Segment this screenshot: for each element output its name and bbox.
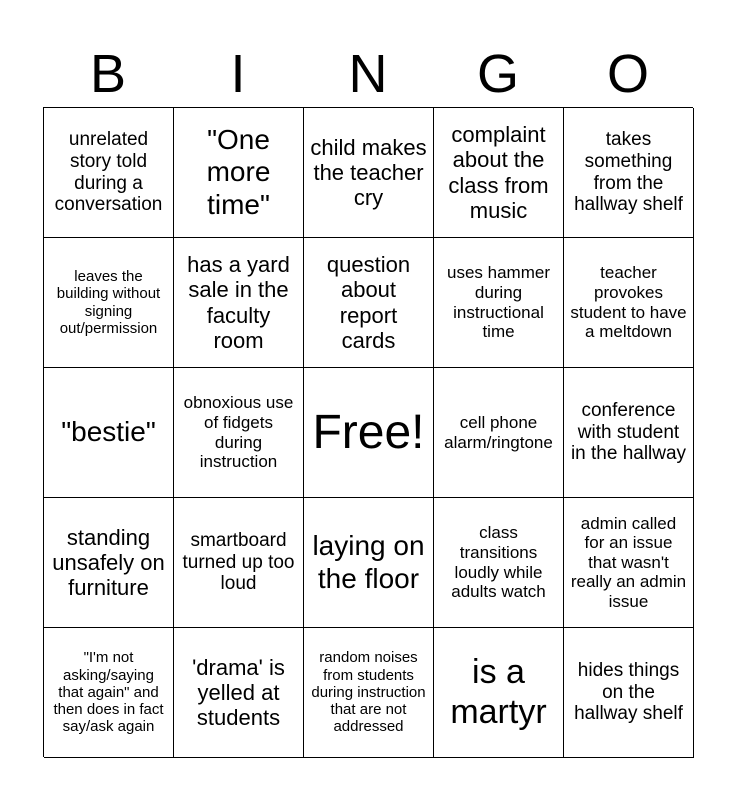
bingo-cell[interactable]: hides things on the hallway shelf [564, 628, 694, 758]
bingo-cell[interactable]: complaint about the class from music [434, 108, 564, 238]
bingo-cell[interactable]: is a martyr [434, 628, 564, 758]
bingo-cell[interactable]: unrelated story told during a conversation [44, 108, 174, 238]
bingo-cell[interactable]: 'drama' is yelled at students [174, 628, 304, 758]
bingo-cell[interactable]: smartboard turned up too loud [174, 498, 304, 628]
bingo-cell[interactable]: child makes the teacher cry [304, 108, 434, 238]
bingo-cell[interactable]: "bestie" [44, 368, 174, 498]
bingo-card-grid [43, 107, 693, 757]
bingo-cell[interactable]: question about report cards [304, 238, 434, 368]
bingo-cell[interactable]: class transitions loudly while adults watch [434, 498, 564, 628]
header-letter-o: O [606, 44, 649, 104]
header-letter-i: I [230, 44, 246, 104]
bingo-cell[interactable]: laying on the floor [304, 498, 434, 628]
bingo-cell[interactable]: random noises from students during instruction that are not addressed [304, 628, 434, 758]
bingo-cell[interactable]: standing unsafely on furniture [44, 498, 174, 628]
bingo-cell[interactable]: leaves the building without signing out/permission [44, 238, 174, 368]
bingo-cell[interactable]: obnoxious use of fidgets during instruction [174, 368, 304, 498]
bingo-cell[interactable]: "I'm not asking/saying that again" and then does in fact say/ask again [44, 628, 174, 758]
bingo-cell[interactable]: has a yard sale in the faculty room [174, 238, 304, 368]
bingo-cell[interactable]: admin called for an issue that wasn't really an admin issue [564, 498, 694, 628]
header-letter-b: B [89, 44, 127, 104]
bingo-cell[interactable]: cell phone alarm/ringtone [434, 368, 564, 498]
free-space-cell[interactable]: Free! [304, 368, 434, 498]
header-letter-g: G [476, 44, 519, 104]
bingo-cell[interactable]: teacher provokes student to have a meltdown [564, 238, 694, 368]
bingo-cell[interactable]: takes something from the hallway shelf [564, 108, 694, 238]
bingo-cell[interactable]: uses hammer during instructional time [434, 238, 564, 368]
bingo-cell[interactable]: conference with student in the hallway [564, 368, 694, 498]
header-letter-n: N [348, 44, 388, 104]
bingo-cell[interactable]: "One more time" [174, 108, 304, 238]
bingo-header [43, 40, 693, 108]
